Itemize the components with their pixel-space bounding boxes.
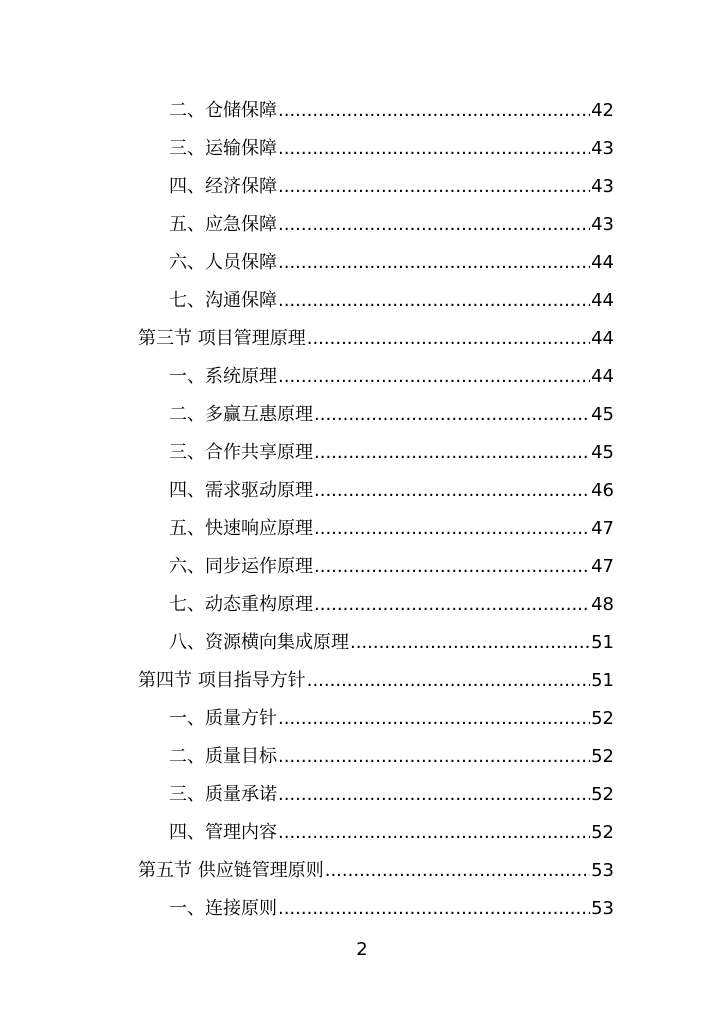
toc-entry-title: 一、质量方针 [169,708,277,729]
toc-entry-title: 六、人员保障 [169,252,277,273]
toc-entry-page: 44 [591,328,614,349]
toc-entry-page: 44 [591,290,614,311]
toc-entry-title: 第三节 项目管理原理 [138,328,306,349]
toc-entry-title: 三、运输保障 [169,138,277,159]
toc-entry-page: 52 [591,746,614,767]
toc-dot-leader [278,358,590,396]
toc-section-entry [138,852,614,890]
toc-entry-page: 46 [591,480,614,501]
toc-dot-leader [350,624,590,662]
toc-dot-leader [314,586,590,624]
toc-dot-leader [314,472,590,510]
page-number: 2 [356,939,368,960]
toc-entry-page: 48 [591,594,614,615]
toc-entry [138,510,614,548]
toc-dot-leader [278,130,590,168]
toc-section-entry [138,662,614,700]
toc-entry-title: 五、快速响应原理 [169,518,313,539]
toc-entry-page: 45 [591,404,614,425]
toc-entry-page: 47 [591,556,614,577]
toc-entry-title: 二、仓储保障 [169,100,277,121]
toc-entry-page: 52 [591,784,614,805]
toc-dot-leader [278,206,590,244]
toc-entry-title: 三、合作共享原理 [169,442,313,463]
toc-entry-title: 七、沟通保障 [169,290,277,311]
toc-entry-page: 52 [591,708,614,729]
toc-dot-leader [314,548,590,586]
toc-entry-title: 二、质量目标 [169,746,277,767]
toc-entry [138,814,614,852]
toc-entry [138,738,614,776]
toc-entry [138,92,614,130]
toc-entry [138,890,614,928]
toc-entry-page: 53 [591,898,614,919]
toc-entry [138,282,614,320]
toc-dot-leader [278,776,590,814]
toc-dot-leader [307,320,590,358]
toc-entry-page: 45 [591,442,614,463]
toc-entry-title: 四、经济保障 [169,176,277,197]
toc-entry [138,168,614,206]
toc-dot-leader [314,434,590,472]
toc-entry [138,586,614,624]
toc-dot-leader [278,738,590,776]
toc-entry-title: 第五节 供应链管理原则 [138,860,324,881]
toc-entry-title: 七、动态重构原理 [169,594,313,615]
toc-entry-page: 52 [591,822,614,843]
toc-entry-page: 51 [591,670,614,691]
toc-entry-title: 四、管理内容 [169,822,277,843]
toc-entry-title: 二、多赢互惠原理 [169,404,313,425]
toc-entry [138,396,614,434]
toc-entry-page: 43 [591,214,614,235]
toc-entry-title: 四、需求驱动原理 [169,480,313,501]
toc-dot-leader [314,510,590,548]
toc-entry-title: 六、同步运作原理 [169,556,313,577]
toc-entry-page: 42 [591,100,614,121]
toc-entry-page: 53 [591,860,614,881]
toc-dot-leader [314,396,590,434]
toc-dot-leader [278,890,590,928]
toc-entry-title: 五、应急保障 [169,214,277,235]
toc-entry [138,358,614,396]
toc-entry-title: 一、系统原理 [169,366,277,387]
toc-dot-leader [278,92,590,130]
toc-entry [138,434,614,472]
toc-section-entry [138,320,614,358]
toc-entry-title: 第四节 项目指导方针 [138,670,306,691]
toc-entry [138,548,614,586]
toc-entry-page: 51 [591,632,614,653]
toc-entry [138,700,614,738]
toc-dot-leader [278,282,590,320]
toc-entry [138,776,614,814]
toc-entry-title: 一、连接原则 [169,898,277,919]
toc-dot-leader [278,814,590,852]
toc-entry [138,624,614,662]
toc-entry [138,472,614,510]
toc-dot-leader [307,662,590,700]
toc-entry [138,244,614,282]
toc-entry-page: 44 [591,366,614,387]
toc-dot-leader [325,852,590,890]
toc-entry-page: 47 [591,518,614,539]
table-of-contents [138,92,614,928]
toc-dot-leader [278,244,590,282]
toc-entry [138,206,614,244]
toc-entry-page: 44 [591,252,614,273]
toc-entry-page: 43 [591,176,614,197]
toc-dot-leader [278,168,590,206]
toc-entry-page: 43 [591,138,614,159]
toc-dot-leader [278,700,590,738]
toc-entry-title: 八、资源横向集成原理 [169,632,349,653]
toc-entry-title: 三、质量承诺 [169,784,277,805]
toc-entry [138,130,614,168]
